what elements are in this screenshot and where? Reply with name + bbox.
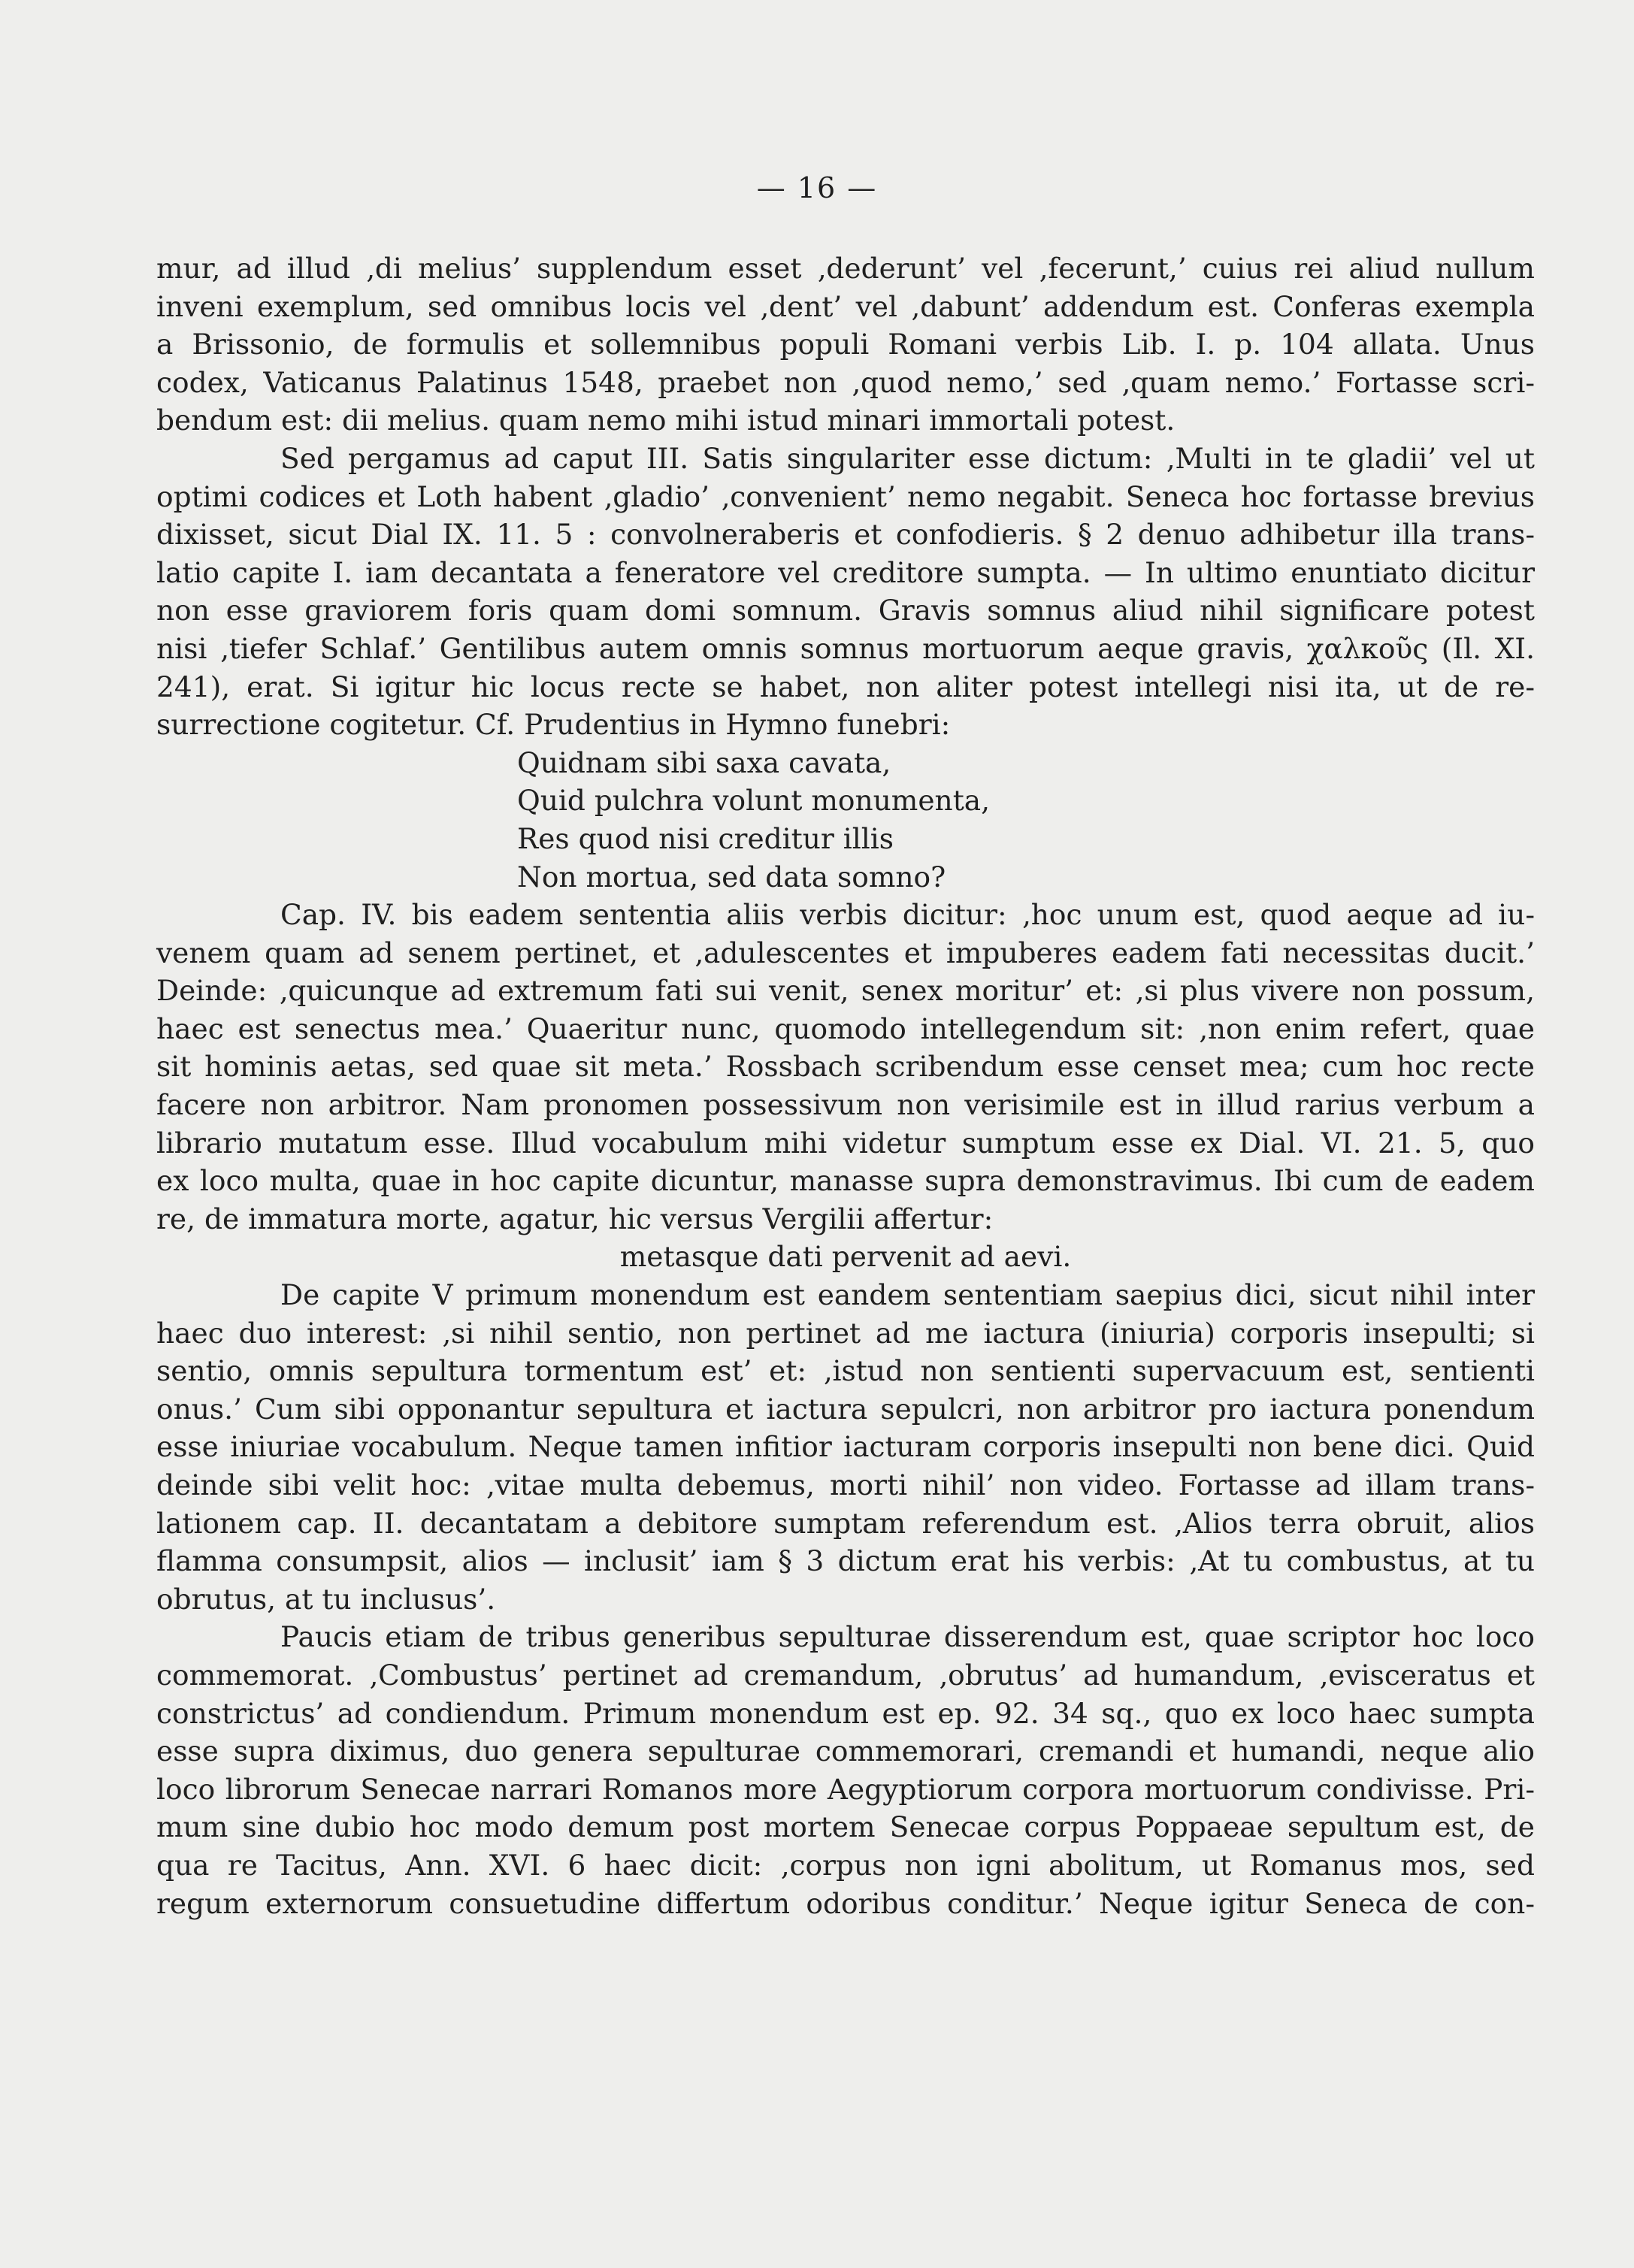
verse-line: metasque dati pervenit ad aevi. [619, 1240, 1072, 1274]
text-line: haec est senectus mea.’ Quaeritur nunc, quomodo intellegendum sit: ‚non enim refert, quae [156, 1012, 1535, 1045]
text-line: librario mutatum esse. Illud vocabulum mihi videtur sumptum esse ex Dial. VI. 21. 5, quo [156, 1126, 1535, 1160]
text-line: esse iniuriae vocabulum. Neque tamen infitior iacturam corporis insepulti non bene dici. Quid [156, 1430, 1535, 1464]
text-line: Paucis etiam de tribus generibus sepulturae disserendum est, quae scriptor hoc loco [280, 1620, 1535, 1654]
text-line: Deinde: ‚quicunque ad extremum fati sui venit, senex moritur’ et: ‚si plus vivere non possum, [156, 974, 1535, 1008]
text-line: 241), erat. Si igitur hic locus recte se habet, non aliter potest intellegi nisi ita, ut de re- [156, 670, 1535, 703]
text-line: Sed pergamus ad caput III. Satis singulariter esse dictum: ‚Multi in te gladii’ vel ut [280, 441, 1535, 475]
verse-line: Quid pulchra volunt monumenta, [517, 784, 991, 818]
text-line: venem quam ad senem pertinet, et ‚adulescentes et impuberes eadem fati necessitas ducit.’ [156, 936, 1535, 969]
text-line: facere non arbitror. Nam pronomen possessivum non verisimile est in illud rarius verbum a [156, 1088, 1535, 1122]
text-line: latio capite I. iam decantata a feneratore vel creditore sumpta. — In ultimo enuntiato dicitur [156, 555, 1535, 589]
text-line: lationem cap. II. decantatam a debitore sumptam referendum est. ‚Alios terra obruit, alios [156, 1506, 1535, 1540]
text-line: commemorat. ‚Combustus’ pertinet ad cremandum, ‚obrutus’ ad humandum, ‚evisceratus et [156, 1658, 1535, 1692]
text-line: Cap. IV. bis eadem sententia aliis verbis dicitur: ‚hoc unum est, quod aeque ad iu- [280, 898, 1535, 932]
text-line: flamma consumpsit, alios — inclusit’ iam § 3 dictum erat his verbis: ‚At tu combustus, at tu [156, 1544, 1535, 1578]
verse-line: Res quod nisi creditur illis [517, 821, 894, 855]
verse-line: Non mortua, sed data somno? [517, 860, 946, 894]
text-line [156, 1922, 1535, 1961]
verse-line: Quidnam sibi saxa cavata, [517, 745, 891, 779]
text-line: constrictus’ ad condiendum. Primum monendum est ep. 92. 34 sq., quo ex loco haec sumpta [156, 1696, 1535, 1730]
text-line: onus.’ Cum sibi opponantur sepultura et iactura sepulcri, non arbitror pro iactura ponendum [156, 1392, 1535, 1426]
text-line: obrutus, at tu inclusus’. [156, 1582, 496, 1616]
text-line: De capite V primum monendum est eandem sententiam saepius dici, sicut nihil inter [280, 1278, 1535, 1312]
text-line: dixisset, sicut Dial IX. 11. 5 : convolneraberis et confodieris. § 2 denuo adhibetur illa trans- [156, 518, 1535, 552]
text-line: qua re Tacitus, Ann. XVI. 6 haec dicit: ‚corpus non igni abolitum, ut Romanus mos, sed [156, 1848, 1535, 1882]
text-line: sit hominis aetas, sed quae sit meta.’ Rossbach scribendum esse censet mea; cum hoc recte [156, 1050, 1535, 1084]
text-line: inveni exemplum, sed omnibus locis vel ‚dent’ vel ‚dabunt’ addendum est. Conferas exempla [156, 289, 1535, 323]
text-line: nisi ‚tiefer Schlaf.’ Gentilibus autem omnis somnus mortuorum aeque gravis, χαλκοῦς (Il. XI. [156, 631, 1535, 665]
text-line: loco librorum Senecae narrari Romanos more Aegyptiorum corpora mortuorum condivisse. Pri- [156, 1772, 1535, 1806]
text-line: regum externorum consuetudine differtum odoribus conditur.’ Neque igitur Seneca de con- [156, 1886, 1535, 1920]
text-line: sentio, omnis sepultura tormentum est’ et: ‚istud non sentienti supervacuum est, sentienti [156, 1354, 1535, 1388]
text-line: non esse graviorem foris quam domi somnum. Gravis somnus aliud nihil significare potest [156, 594, 1535, 627]
text-line: mur, ad illud ‚di melius’ supplendum esset ‚dederunt’ vel ‚fecerunt,’ cuius rei aliud nullum [156, 252, 1535, 285]
text-line: mum sine dubio hoc modo demum post mortem Senecae corpus Poppaeae sepultum est, de [156, 1810, 1535, 1844]
text-line: optimi codices et Loth habent ‚gladio’ ‚convenient’ nemo negabit. Seneca hoc fortasse brevius [156, 479, 1535, 513]
text-line: surrectione cogitetur. Cf. Prudentius in Hymno funebri: [156, 708, 951, 742]
text-line: a Brissonio, de formulis et sollemnibus populi Romani verbis Lib. I. p. 104 allata. Unus [156, 328, 1535, 361]
text-line: bendum est: dii melius. quam nemo mihi istud minari immortali potest. [156, 404, 1176, 437]
text-line: deinde sibi velit hoc: ‚vitae multa debemus, morti nihil’ non video. Fortasse ad illam trans- [156, 1468, 1535, 1501]
text-line: codex, Vaticanus Palatinus 1548, praebet non ‚quod nemo,’ sed ‚quam nemo.’ Fortasse scri- [156, 365, 1535, 399]
page-number: — 16 — [756, 171, 878, 204]
text-line: re, de immatura morte, agatur, hic versus Vergilii affertur: [156, 1202, 994, 1235]
text-line: haec duo interest: ‚si nihil sentio, non pertinet ad me iactura (iniuria) corporis insepulti; si [156, 1316, 1535, 1350]
text-line: ex loco multa, quae in hoc capite dicuntur, manasse supra demonstravimus. Ibi cum de eadem [156, 1164, 1535, 1198]
body-text [156, 249, 1535, 1961]
text-line: esse supra diximus, duo genera sepulturae commemorari, cremandi et humandi, neque alio [156, 1734, 1535, 1768]
